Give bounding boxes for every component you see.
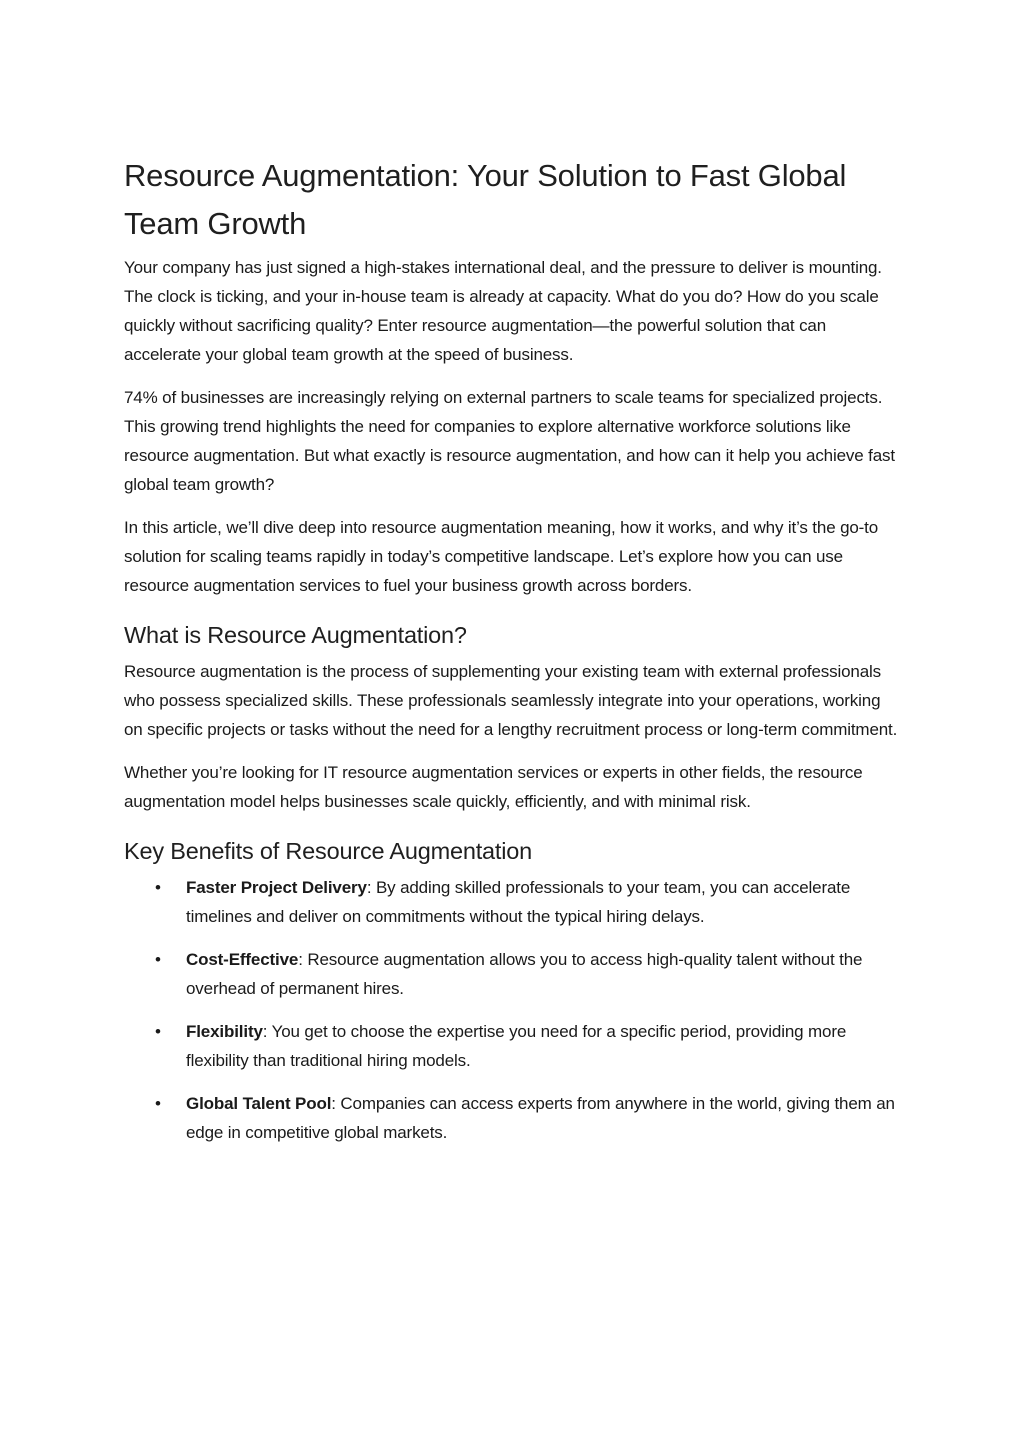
section-heading-what-is: What is Resource Augmentation? <box>124 622 467 648</box>
bullet-icon: • <box>155 950 161 969</box>
list-item <box>124 1017 900 1075</box>
benefit-term: Faster Project Delivery <box>186 878 367 897</box>
list-item <box>124 945 900 1003</box>
document-page <box>124 152 900 1161</box>
list-item <box>124 1089 900 1147</box>
section1-paragraph-2: Whether you’re looking for IT resource augmentation services or experts in other fields, the resource augmentation model helps businesses scale quickly, efficiently, and with minimal risk. <box>124 763 863 811</box>
benefits-list <box>124 873 900 1147</box>
list-item <box>124 873 900 931</box>
bullet-icon: • <box>155 1094 161 1113</box>
bullet-icon: • <box>155 878 161 897</box>
intro-paragraph-1: Your company has just signed a high-stakes international deal, and the pressure to deliver is mounting. The clock is ticking, and your in-house team is already at capacity. What do you do? How do you scale quickly without sacrificing quality? Enter resource augmentation—the powerful solution that can accelerate your global team growth at the speed of business. <box>124 258 882 364</box>
intro-paragraph-3: In this article, we’ll dive deep into resource augmentation meaning, how it works, and why it’s the go-to solution for scaling teams rapidly in today’s competitive landscape. Let’s explore how you can use resource augmentation services to fuel your business growth across borders. <box>124 518 879 595</box>
benefit-term: Global Talent Pool <box>186 1094 332 1113</box>
bullet-icon: • <box>155 1022 161 1041</box>
section1-paragraph-1: Resource augmentation is the process of supplementing your existing team with external professionals who possess specialized skills. These professionals seamlessly integrate into your operations, working on specific projects or tasks without the need for a lengthy recruitment process or long-term commitment. <box>124 662 898 739</box>
benefit-term: Cost-Effective <box>186 950 299 969</box>
intro-paragraph-2: 74% of businesses are increasingly relying on external partners to scale teams for specialized projects. This growing trend highlights the need for companies to explore alternative workforce solutions like resource augmentation. But what exactly is resource augmentation, and how can it help you achieve fast global team growth? <box>124 388 895 494</box>
benefit-text: : Companies can access experts from anywhere in the world, giving them an edge in competitive global markets. <box>186 1094 895 1142</box>
section-heading-key-benefits: Key Benefits of Resource Augmentation <box>124 838 533 864</box>
benefit-text: : By adding skilled professionals to your team, you can accelerate timelines and deliver on commitments without the typical hiring delays. <box>186 878 851 926</box>
page-title: Resource Augmentation: Your Solution to Fast Global Team Growth <box>124 158 847 241</box>
benefit-term: Flexibility <box>186 1022 263 1041</box>
benefit-text: : You get to choose the expertise you need for a specific period, providing more flexibility than traditional hiring models. <box>186 1022 847 1070</box>
benefit-text: : Resource augmentation allows you to access high-quality talent without the overhead of permanent hires. <box>186 950 863 998</box>
